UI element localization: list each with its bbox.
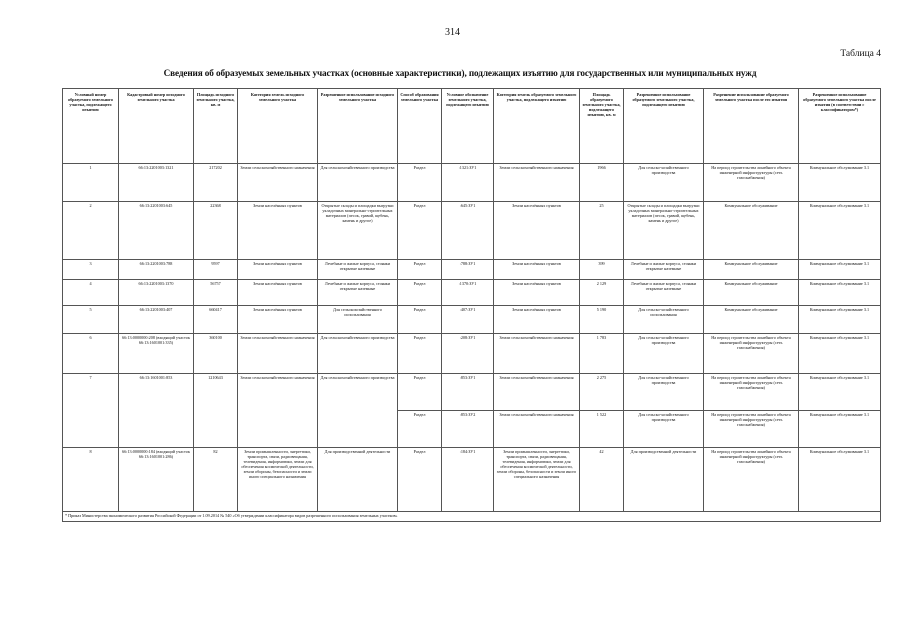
cell-cadastral: 66:13:2201003:407 xyxy=(119,306,194,334)
cell-after-use: На период строительства линейного объекта инженерной инфраструктуры (сеть газоснабжения) xyxy=(704,334,799,374)
cell-new-category: Земли промышленности, энергетики, транспорта, связи, радиовещания, телевидения, информатики, земли для обеспечения космической деятельности, земли обороны, безопасности и земли иного специального назначения xyxy=(494,448,580,512)
cell-cadastral: 66:13:2201003:1370 xyxy=(119,280,194,306)
cell-new-category: Земли сельскохозяйственного назначения xyxy=(494,374,580,411)
cell-area: 22368 xyxy=(194,202,238,260)
table-row xyxy=(63,448,881,512)
cell-new-use: Для сельско-хозяйственного производства xyxy=(624,411,704,448)
cell-category: Земли населённых пунктов xyxy=(238,306,318,334)
cell-label: :853:ЗУ2 xyxy=(442,411,494,448)
cell-new-category: Земли сельскохозяйственного назначения xyxy=(494,334,580,374)
cell-classifier: Коммунальное обслуживание 3.1 xyxy=(799,334,881,374)
cell-new-area: 1 783 xyxy=(580,334,624,374)
table-row xyxy=(63,334,881,374)
cell-new-area: 399 xyxy=(580,260,624,280)
cell-category: Земли сельскохозяйственного назначения xyxy=(238,374,318,448)
cell-cadastral: 66:13:0000000:184 (входящий участок 66:13:1601001:286) xyxy=(119,448,194,512)
cell-category: Земли населённых пунктов xyxy=(238,260,318,280)
cell-num: 2 xyxy=(63,202,119,260)
cell-label: :208:ЗУ1 xyxy=(442,334,494,374)
cell-new-area: 1966 xyxy=(580,164,624,202)
cell-label: :407:ЗУ1 xyxy=(442,306,494,334)
table-header-row xyxy=(63,89,881,164)
cell-new-area: 25 xyxy=(580,202,624,260)
cell-category: Земли населённых пунктов xyxy=(238,202,318,260)
cell-new-category: Земли населённых пунктов xyxy=(494,280,580,306)
footnote-row xyxy=(63,512,881,522)
column-header: Категория земель образуемого земельного участка, подлежащего изъятию xyxy=(494,89,580,164)
cell-num: 5 xyxy=(63,306,119,334)
cell-num: 6 xyxy=(63,334,119,374)
cell-use: Для сельскохозяйственного использования xyxy=(318,306,398,334)
cell-new-use: Лечебные и жилые корпуса, стоянки открытые наземные xyxy=(624,260,704,280)
cell-classifier: Коммунальное обслуживание 3.1 xyxy=(799,164,881,202)
cell-num: 3 xyxy=(63,260,119,280)
cell-area: 360100 xyxy=(194,334,238,374)
table-row xyxy=(63,260,881,280)
cell-category: Земли населённых пунктов xyxy=(238,280,318,306)
cell-after-use: На период строительства линейного объекта инженерной инфраструктуры (сеть газоснабжения) xyxy=(704,374,799,411)
cell-new-category: Земли населённых пунктов xyxy=(494,260,580,280)
cell-category: Земли сельскохозяйственного назначения xyxy=(238,334,318,374)
cell-after-use: Коммунальное обслуживание xyxy=(704,202,799,260)
cell-method: Раздел xyxy=(398,306,442,334)
cell-cadastral: 66:13:1601001:853 xyxy=(119,374,194,448)
cell-new-area: 2 275 xyxy=(580,374,624,411)
cell-new-category: Земли сельскохозяйственного назначения xyxy=(494,411,580,448)
cell-cadastral: 66:13:2201003:788 xyxy=(119,260,194,280)
cell-cadastral: 66:13:2201003:645 xyxy=(119,202,194,260)
cell-use: Для производственной деятельности xyxy=(318,448,398,512)
cell-new-use: Открытые склады и площадки выгрузки укладочных минерально-строительных материалов (песок, гравий, щебень, камень и другое) xyxy=(624,202,704,260)
cell-classifier: Коммунальное обслуживание 3.1 xyxy=(799,411,881,448)
cell-after-use: На период строительства линейного объекта инженерной инфраструктуры (сеть газоснабжения) xyxy=(704,448,799,512)
cell-after-use: Коммунальное обслуживание xyxy=(704,280,799,306)
column-header: Разрешенное использование исходного земельного участка xyxy=(318,89,398,164)
page-number: 314 xyxy=(445,27,460,38)
cell-method: Раздел xyxy=(398,202,442,260)
cell-method: Раздел xyxy=(398,374,442,411)
table-caption: Таблица 4 xyxy=(840,49,881,59)
table-row xyxy=(63,202,881,260)
cell-area: 1210643 xyxy=(194,374,238,448)
cell-classifier: Коммунальное обслуживание 3.1 xyxy=(799,280,881,306)
cell-use: Лечебные и жилые корпуса, стоянки открытые наземные xyxy=(318,280,398,306)
cell-method: Раздел xyxy=(398,448,442,512)
cell-classifier: Коммунальное обслуживание 3.1 xyxy=(799,202,881,260)
cell-category: Земли промышленности, энергетики, транспорта, связи, радиовещания, телевидения, информатики, земли для обеспечения космической деятельности, земли обороны, безопасности и земли иного специального назначения xyxy=(238,448,318,512)
cell-new-use: Лечебные и жилые корпуса, стоянки открытые наземные xyxy=(624,280,704,306)
table-row xyxy=(63,306,881,334)
table-row xyxy=(63,374,881,411)
cell-new-category: Земли населённых пунктов xyxy=(494,202,580,260)
cell-classifier: Коммунальное обслуживание 3.1 xyxy=(799,306,881,334)
cell-new-use: Для сельско-хозяйственного производства xyxy=(624,334,704,374)
cell-method: Раздел xyxy=(398,260,442,280)
column-header: Условное обозначение земельного участка, подлежащего изъятию xyxy=(442,89,494,164)
cell-use: Открытые склады и площадки выгрузки укладочных минерально-строительных материалов (песок, гравий, щебень, камень и другое) xyxy=(318,202,398,260)
cell-new-use: Для сельско-хозяйственного производства xyxy=(624,374,704,411)
cell-new-category: Земли сельскохозяйственного назначения xyxy=(494,164,580,202)
cell-new-area: 42 xyxy=(580,448,624,512)
cell-num: 4 xyxy=(63,280,119,306)
cell-use: Для сельскохозяйственного производства xyxy=(318,164,398,202)
cell-num: 8 xyxy=(63,448,119,512)
cell-area: 82 xyxy=(194,448,238,512)
document-title: Сведения об образуемых земельных участках (основные характеристики), подлежащих изъятию для государственных или муниципальных нужд xyxy=(163,68,757,78)
cell-after-use: На период строительства линейного объекта инженерной инфраструктуры (сеть газоснабжения) xyxy=(704,164,799,202)
cell-label: :1370:ЗУ1 xyxy=(442,280,494,306)
cell-cadastral: 66:13:0000000:208 (входящий участок 66:13:1601001:335) xyxy=(119,334,194,374)
column-header: Разрешенное использование образуемого земельного участка, подлежащего изъятию xyxy=(624,89,704,164)
column-header: Площадь исходного земельного участка, кв. м xyxy=(194,89,238,164)
column-header: Категория земель исходного земельного участка xyxy=(238,89,318,164)
cell-classifier: Коммунальное обслуживание 3.1 xyxy=(799,260,881,280)
cell-new-use: Для сельско-хозяйственного использования xyxy=(624,306,704,334)
cell-label: :788:ЗУ1 xyxy=(442,260,494,280)
cell-method: Раздел xyxy=(398,280,442,306)
column-header: Разрешенное использование образуемого земельного участка после изъятия (в соответствии с классификатором*) xyxy=(799,89,881,164)
column-header: Площадь образуемого земельного участка, подлежащего изъятию, кв. м xyxy=(580,89,624,164)
table-row xyxy=(63,164,881,202)
cell-category: Земли сельскохозяйственного назначения xyxy=(238,164,318,202)
cell-after-use: Коммунальное обслуживание xyxy=(704,306,799,334)
cell-new-category: Земли населённых пунктов xyxy=(494,306,580,334)
column-header: Условный номер образуемого земельного участка, подлежащего изъятию xyxy=(63,89,119,164)
land-plots-table xyxy=(62,88,881,522)
cell-classifier: Коммунальное обслуживание 3.1 xyxy=(799,374,881,411)
cell-use: Для сельскохозяйственного производства xyxy=(318,374,398,448)
column-header: Кадастровый номер исходного земельного участка xyxy=(119,89,194,164)
cell-label: :1321:ЗУ1 xyxy=(442,164,494,202)
column-header: Способ образования земельного участка xyxy=(398,89,442,164)
cell-new-area: 5 190 xyxy=(580,306,624,334)
cell-new-area: 2 129 xyxy=(580,280,624,306)
cell-label: :184:ЗУ1 xyxy=(442,448,494,512)
cell-classifier: Коммунальное обслуживание 3.1 xyxy=(799,448,881,512)
cell-label: :645:ЗУ1 xyxy=(442,202,494,260)
cell-area: 9597 xyxy=(194,260,238,280)
cell-use: Лечебные и жилые корпуса, стоянки открытые наземные xyxy=(318,260,398,280)
column-header: Разрешение использование образуемого земельного участка после его изъятия xyxy=(704,89,799,164)
cell-new-use: Для производственной деятельности xyxy=(624,448,704,512)
cell-area: 56757 xyxy=(194,280,238,306)
table-row xyxy=(63,280,881,306)
cell-method: Раздел xyxy=(398,164,442,202)
cell-after-use: На период строительства линейного объекта инженерной инфраструктуры (сеть газоснабжения) xyxy=(704,411,799,448)
cell-new-area: 1 522 xyxy=(580,411,624,448)
cell-cadastral: 66:13:2201003:1321 xyxy=(119,164,194,202)
cell-num: 1 xyxy=(63,164,119,202)
cell-area: 217202 xyxy=(194,164,238,202)
cell-new-use: Для сельско-хозяйственного производства xyxy=(624,164,704,202)
cell-area: 660417 xyxy=(194,306,238,334)
cell-method: Раздел xyxy=(398,334,442,374)
cell-label: :853:ЗУ1 xyxy=(442,374,494,411)
cell-method: Раздел xyxy=(398,411,442,448)
cell-num: 7 xyxy=(63,374,119,448)
footnote: * Приказ Министерства экономического развития Российской Федерации от 1.09.2014 № 540 «Об утверждении классификатора видов разрешенного использования земельных участков» xyxy=(63,512,881,522)
cell-use: Для сельскохозяйственного производства xyxy=(318,334,398,374)
cell-after-use: Коммунальное обслуживание xyxy=(704,260,799,280)
